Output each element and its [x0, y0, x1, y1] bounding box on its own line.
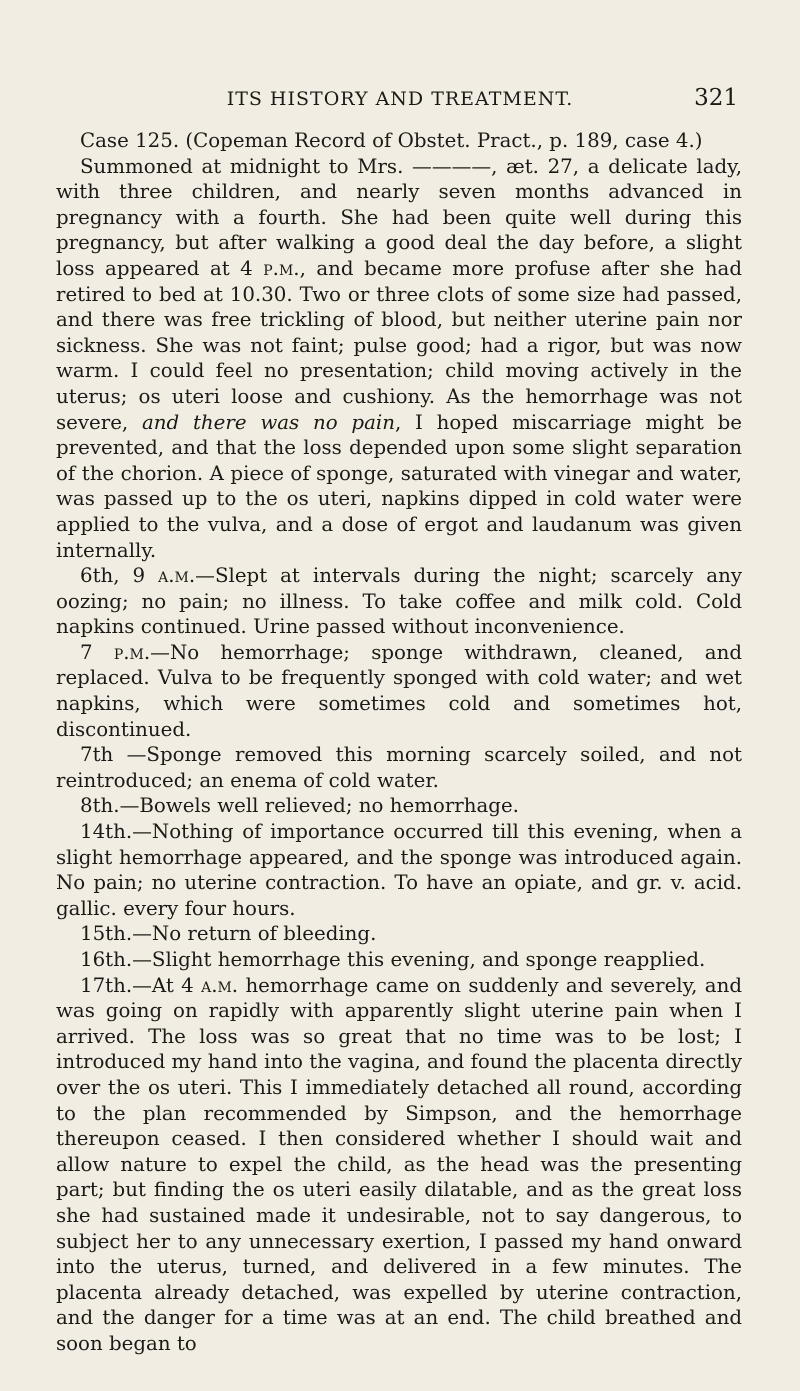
time-abbrev: a.m. — [201, 973, 239, 997]
running-head: ITS HISTORY AND TREATMENT. — [226, 88, 574, 110]
page-header — [0, 85, 800, 118]
time-abbrev: a.m. — [158, 564, 196, 588]
text-run: —Slept at intervals during the night; scarcely any oozing; no pain; no illness. To take coffee and milk cold. Cold napkins continued. Urine passed without inconvenience. — [56, 564, 742, 639]
paragraph-6th — [56, 563, 742, 640]
paragraph-summons — [56, 154, 742, 564]
text-run: , and became more profuse after she had retired to bed at 10.30. Two or three clots of some size had passed, and there was free trickling of blood, but neither uterine pain nor sickness. She was not faint; pulse good; had a rigor, but was now warm. I could feel no presentation; child moving actively in the uterus; os uteri loose and cushiony. As the hemorrhage was not severe, — [56, 256, 742, 434]
text-run: hemorrhage came on suddenly and severely, and was going on rapidly with apparently slight uterine pain when I arrived. The loss was so great that no time was to be lost; I introduced my hand into the vagina, and found the placenta directly over the os uteri. This I immediately detached all round, according to the plan recommended by Simpson, and the hemorrhage thereupon ceased. I then considered whether I should wait and allow nature to expel the child, as the head was the presenting part; but finding the os uteri easily dilatable, and as the great loss she had sustained made it undesirable, not to say dangerous, to subject her to any unnecessary exertion, I passed my hand onward into the uterus, turned, and delivered in a few minutes. The placenta already detached, was expelled by uterine contraction, and the danger for a time was at an end. The child breathed and soon began to — [56, 973, 742, 1355]
paragraph-15th: 15th.—No return of bleeding. — [80, 922, 377, 946]
text-run: , I hoped miscarriage might be prevented, and that the loss depended upon some slight separation of the chorion. A piece of sponge, saturated with vinegar and water, was passed up to the os uteri, napkins dipped in cold water were applied to the vulva, and a dose of ergot and laudanum was given internally. — [56, 410, 742, 562]
time-abbrev: p.m. — [113, 640, 151, 664]
time-abbrev: p.m. — [263, 256, 300, 280]
text-run: Summoned at midnight to Mrs. ————, æt. 27, a delicate lady, with three children, and nearly seven months advanced in pregnancy with a fourth. She had been quite well during this pregnancy, but after walking a good deal the day before, a slight loss appeared at 4 — [56, 154, 742, 280]
case-heading: Case 125. (Copeman Record of Obstet. Pract., p. 189, case 4.) — [80, 129, 703, 152]
paragraph-16th: 16th.—Slight hemorrhage this evening, and sponge reapplied. — [80, 948, 706, 971]
paragraph-17th — [56, 973, 742, 1357]
text-run: —No hemorrhage; sponge withdrawn, cleaned, and replaced. Vulva to be frequently sponged with cold water; and wet napkins, which were sometimes cold and sometimes hot, discontinued. — [56, 640, 742, 741]
text-run: 6th, 9 — [80, 564, 159, 588]
emphasis: and there was no pain — [141, 410, 395, 434]
text-run: 7 — [80, 640, 114, 664]
page-number: 321 — [694, 85, 738, 111]
body-text — [56, 128, 742, 1357]
paragraph-7th: 7th —Sponge removed this morning scarcely soiled, and not reintroduced; an enema of cold water. — [56, 743, 742, 792]
paragraph-7pm — [56, 640, 742, 742]
paragraph-14th: 14th.—Nothing of importance occurred till this evening, when a slight hemorrhage appeared, and the sponge was introduced again. No pain; no uterine contraction. To have an opiate, and gr. v. acid. gallic. every four hours. — [56, 820, 742, 920]
paragraph-8th: 8th.—Bowels well relieved; no hemorrhage. — [80, 794, 519, 818]
text-run: 17th.—At 4 — [80, 973, 202, 997]
